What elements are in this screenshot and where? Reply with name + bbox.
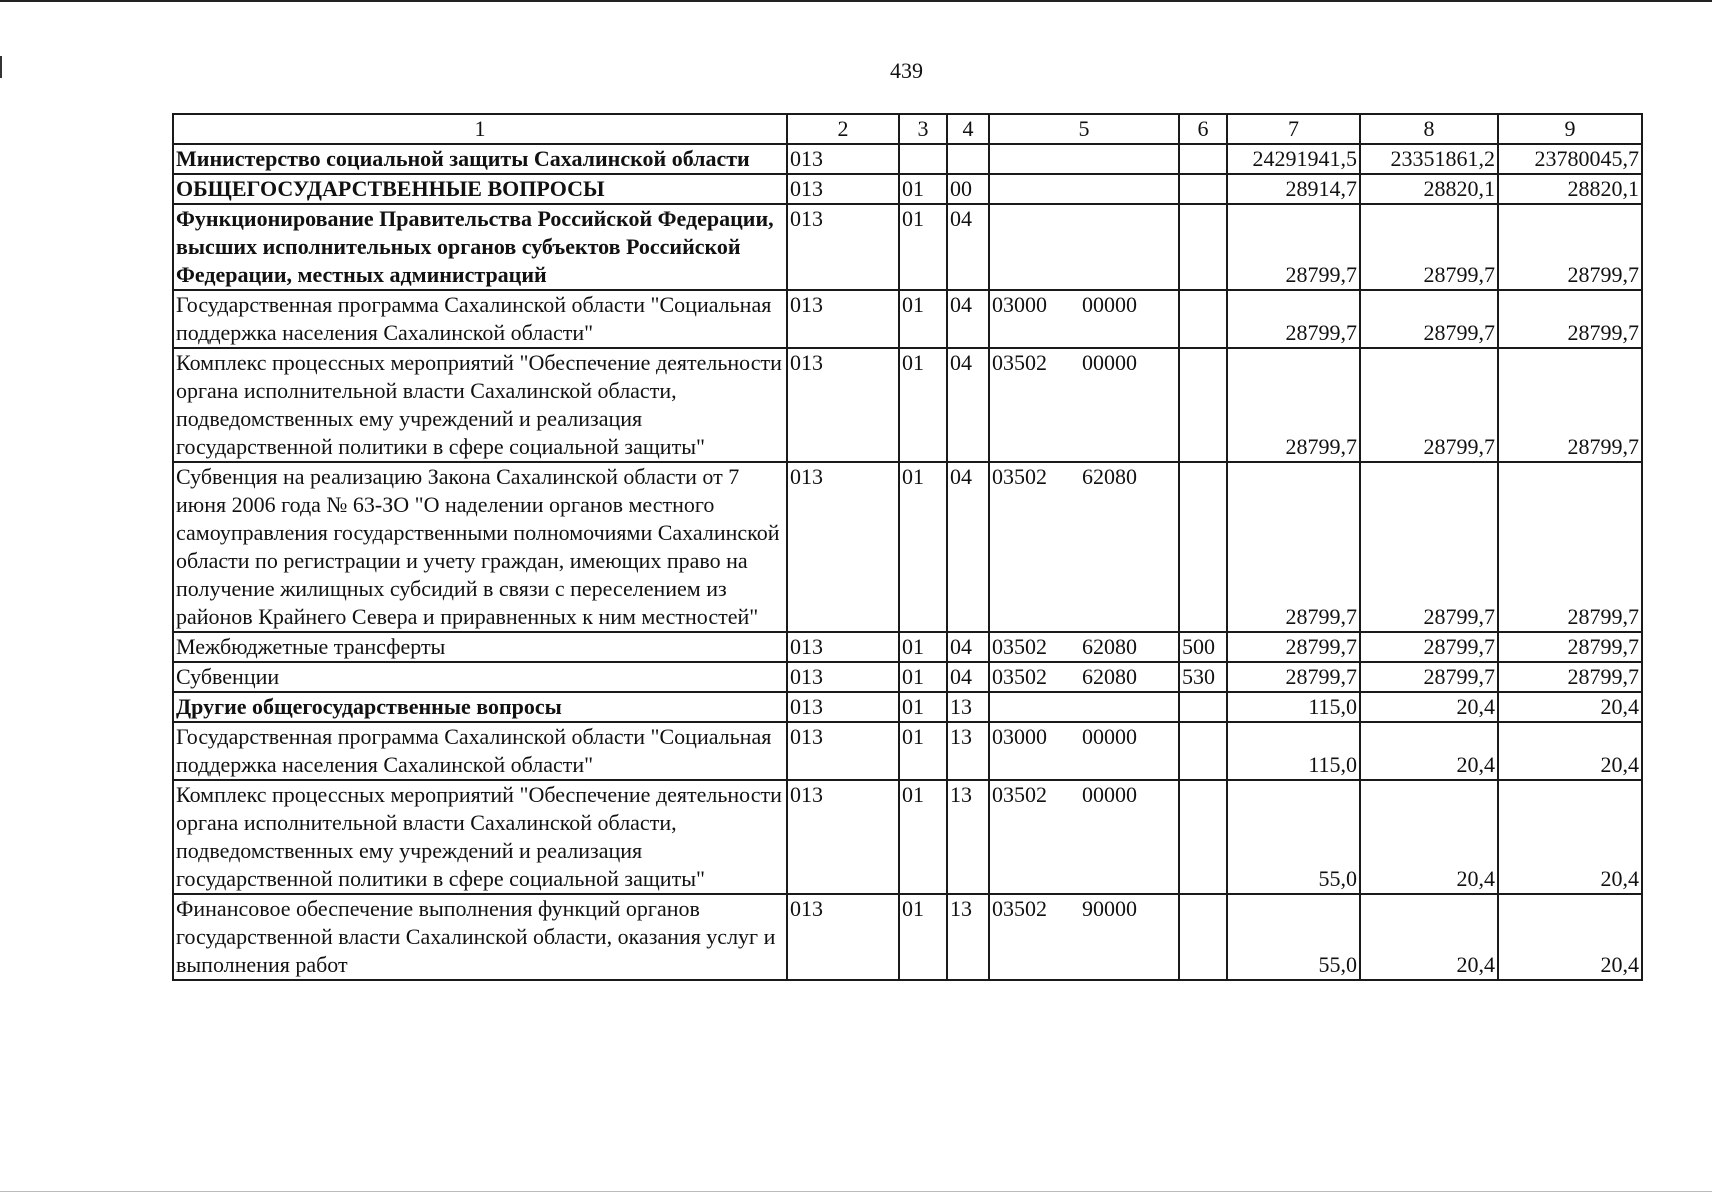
amount-year3-cell: 20,4 bbox=[1498, 894, 1642, 980]
amount-year2-cell: 28799,7 bbox=[1360, 348, 1498, 462]
column-header: 5 bbox=[989, 114, 1179, 144]
section-code-cell: 01 bbox=[899, 204, 947, 290]
subsection-code-cell: 04 bbox=[947, 204, 989, 290]
budget-table bbox=[172, 113, 1643, 981]
subsection-code-cell: 04 bbox=[947, 662, 989, 692]
amount-year1-cell: 115,0 bbox=[1227, 722, 1360, 780]
target-article-direction: 90000 bbox=[1082, 896, 1137, 921]
section-code-cell: 01 bbox=[899, 780, 947, 894]
target-article-program: 03502 bbox=[992, 350, 1047, 375]
table-row bbox=[173, 204, 1642, 290]
column-header: 7 bbox=[1227, 114, 1360, 144]
target-article-program: 03502 bbox=[992, 782, 1047, 807]
column-header: 1 bbox=[173, 114, 787, 144]
table-row bbox=[173, 662, 1642, 692]
amount-year1-cell: 28799,7 bbox=[1227, 348, 1360, 462]
target-article-program: 03000 bbox=[992, 292, 1047, 317]
subsection-code-cell: 04 bbox=[947, 348, 989, 462]
expense-type-cell bbox=[1179, 780, 1227, 894]
section-code-cell: 01 bbox=[899, 692, 947, 722]
ministry-code-cell: 013 bbox=[787, 692, 899, 722]
section-code-cell: 01 bbox=[899, 894, 947, 980]
table-row bbox=[173, 632, 1642, 662]
amount-year3-cell: 28799,7 bbox=[1498, 462, 1642, 632]
ministry-code-cell: 013 bbox=[787, 662, 899, 692]
amount-year2-cell: 28820,1 bbox=[1360, 174, 1498, 204]
table-row bbox=[173, 348, 1642, 462]
expense-type-cell bbox=[1179, 692, 1227, 722]
target-article-direction: 62080 bbox=[1082, 634, 1137, 659]
amount-year1-cell: 28799,7 bbox=[1227, 290, 1360, 348]
amount-year2-cell: 20,4 bbox=[1360, 894, 1498, 980]
column-header: 6 bbox=[1179, 114, 1227, 144]
amount-year2-cell: 20,4 bbox=[1360, 722, 1498, 780]
amount-year3-cell: 28799,7 bbox=[1498, 348, 1642, 462]
row-name-cell: Государственная программа Сахалинской области "Социальная поддержка населения Сахалинской области" bbox=[173, 722, 787, 780]
amount-year2-cell: 28799,7 bbox=[1360, 290, 1498, 348]
target-article-cell bbox=[989, 894, 1179, 980]
amount-year3-cell: 28799,7 bbox=[1498, 632, 1642, 662]
row-name-cell: Межбюджетные трансферты bbox=[173, 632, 787, 662]
expense-type-cell bbox=[1179, 894, 1227, 980]
target-article-program: 03502 bbox=[992, 634, 1047, 659]
amount-year2-cell: 23351861,2 bbox=[1360, 144, 1498, 174]
column-header: 2 bbox=[787, 114, 899, 144]
table-row bbox=[173, 174, 1642, 204]
section-code-cell: 01 bbox=[899, 632, 947, 662]
section-code-cell: 01 bbox=[899, 174, 947, 204]
target-article-program: 03502 bbox=[992, 896, 1047, 921]
amount-year1-cell: 28799,7 bbox=[1227, 632, 1360, 662]
amount-year3-cell: 28799,7 bbox=[1498, 290, 1642, 348]
subsection-code-cell: 04 bbox=[947, 290, 989, 348]
ministry-code-cell: 013 bbox=[787, 348, 899, 462]
amount-year1-cell: 28799,7 bbox=[1227, 662, 1360, 692]
target-article-cell bbox=[989, 722, 1179, 780]
target-article-cell bbox=[989, 204, 1179, 290]
amount-year1-cell: 24291941,5 bbox=[1227, 144, 1360, 174]
row-name-cell: Субвенция на реализацию Закона Сахалинской области от 7 июня 2006 года № 63-ЗО "О наделении органов местного самоуправления государственными полномочиями Сахалинской области по регистрации и учету граждан, имеющих право на получение жилищных субсидий в связи с переселением из районов Крайнего Севера и приравненных к ним местностей" bbox=[173, 462, 787, 632]
target-article-cell bbox=[989, 174, 1179, 204]
target-article-program: 03502 bbox=[992, 464, 1047, 489]
amount-year3-cell: 28820,1 bbox=[1498, 174, 1642, 204]
amount-year2-cell: 28799,7 bbox=[1360, 662, 1498, 692]
table-row bbox=[173, 780, 1642, 894]
amount-year1-cell: 28799,7 bbox=[1227, 462, 1360, 632]
target-article-cell bbox=[989, 290, 1179, 348]
target-article-program: 03502 bbox=[992, 664, 1047, 689]
scan-margin-mark bbox=[0, 56, 2, 78]
amount-year1-cell: 28914,7 bbox=[1227, 174, 1360, 204]
target-article-cell bbox=[989, 144, 1179, 174]
target-article-direction: 00000 bbox=[1082, 782, 1137, 807]
ministry-code-cell: 013 bbox=[787, 290, 899, 348]
target-article-cell bbox=[989, 462, 1179, 632]
table-row bbox=[173, 462, 1642, 632]
bottom-border-line bbox=[0, 1191, 1712, 1192]
section-code-cell: 01 bbox=[899, 290, 947, 348]
expense-type-cell: 530 bbox=[1179, 662, 1227, 692]
amount-year2-cell: 28799,7 bbox=[1360, 632, 1498, 662]
amount-year2-cell: 28799,7 bbox=[1360, 462, 1498, 632]
amount-year1-cell: 28799,7 bbox=[1227, 204, 1360, 290]
subsection-code-cell: 04 bbox=[947, 462, 989, 632]
subsection-code-cell: 13 bbox=[947, 894, 989, 980]
row-name-cell: Субвенции bbox=[173, 662, 787, 692]
expense-type-cell bbox=[1179, 204, 1227, 290]
section-code-cell: 01 bbox=[899, 462, 947, 632]
amount-year1-cell: 55,0 bbox=[1227, 894, 1360, 980]
ministry-code-cell: 013 bbox=[787, 174, 899, 204]
section-code-cell bbox=[899, 144, 947, 174]
table-row bbox=[173, 722, 1642, 780]
ministry-code-cell: 013 bbox=[787, 462, 899, 632]
section-code-cell: 01 bbox=[899, 662, 947, 692]
subsection-code-cell: 13 bbox=[947, 780, 989, 894]
expense-type-cell bbox=[1179, 174, 1227, 204]
ministry-code-cell: 013 bbox=[787, 204, 899, 290]
table-row bbox=[173, 692, 1642, 722]
expense-type-cell bbox=[1179, 348, 1227, 462]
ministry-code-cell: 013 bbox=[787, 632, 899, 662]
target-article-direction: 62080 bbox=[1082, 664, 1137, 689]
amount-year2-cell: 28799,7 bbox=[1360, 204, 1498, 290]
target-article-cell bbox=[989, 348, 1179, 462]
target-article-direction: 00000 bbox=[1082, 292, 1137, 317]
subsection-code-cell: 13 bbox=[947, 692, 989, 722]
section-code-cell: 01 bbox=[899, 722, 947, 780]
expense-type-cell bbox=[1179, 722, 1227, 780]
subsection-code-cell: 04 bbox=[947, 632, 989, 662]
subsection-code-cell: 00 bbox=[947, 174, 989, 204]
expense-type-cell bbox=[1179, 144, 1227, 174]
section-code-cell: 01 bbox=[899, 348, 947, 462]
row-name-cell: Государственная программа Сахалинской области "Социальная поддержка населения Сахалинской области" bbox=[173, 290, 787, 348]
row-name-cell: Финансовое обеспечение выполнения функций органов государственной власти Сахалинской области, оказания услуг и выполнения работ bbox=[173, 894, 787, 980]
ministry-code-cell: 013 bbox=[787, 894, 899, 980]
target-article-cell bbox=[989, 692, 1179, 722]
header-row bbox=[173, 114, 1642, 144]
expense-type-cell: 500 bbox=[1179, 632, 1227, 662]
amount-year3-cell: 28799,7 bbox=[1498, 204, 1642, 290]
row-name-cell: Комплекс процессных мероприятий "Обеспечение деятельности органа исполнительной власти Сахалинской области, подведомственных ему учреждений и реализация государственной политики в сфере социальной защиты" bbox=[173, 780, 787, 894]
table-row bbox=[173, 144, 1642, 174]
amount-year2-cell: 20,4 bbox=[1360, 692, 1498, 722]
expense-type-cell bbox=[1179, 462, 1227, 632]
amount-year3-cell: 28799,7 bbox=[1498, 662, 1642, 692]
amount-year1-cell: 55,0 bbox=[1227, 780, 1360, 894]
row-name-cell: Функционирование Правительства Российской Федерации, высших исполнительных органов субъектов Российской Федерации, местных администраций bbox=[173, 204, 787, 290]
page-number: 439 bbox=[890, 58, 923, 83]
target-article-cell bbox=[989, 662, 1179, 692]
column-header: 4 bbox=[947, 114, 989, 144]
row-name-cell: ОБЩЕГОСУДАРСТВЕННЫЕ ВОПРОСЫ bbox=[173, 174, 787, 204]
amount-year3-cell: 23780045,7 bbox=[1498, 144, 1642, 174]
amount-year1-cell: 115,0 bbox=[1227, 692, 1360, 722]
ministry-code-cell: 013 bbox=[787, 780, 899, 894]
table-row bbox=[173, 894, 1642, 980]
expense-type-cell bbox=[1179, 290, 1227, 348]
target-article-direction: 62080 bbox=[1082, 464, 1137, 489]
subsection-code-cell: 13 bbox=[947, 722, 989, 780]
column-header: 3 bbox=[899, 114, 947, 144]
column-header: 8 bbox=[1360, 114, 1498, 144]
column-header: 9 bbox=[1498, 114, 1642, 144]
target-article-cell bbox=[989, 632, 1179, 662]
target-article-direction: 00000 bbox=[1082, 724, 1137, 749]
amount-year3-cell: 20,4 bbox=[1498, 780, 1642, 894]
target-article-cell bbox=[989, 780, 1179, 894]
target-article-program: 03000 bbox=[992, 724, 1047, 749]
row-name-cell: Министерство социальной защиты Сахалинской области bbox=[173, 144, 787, 174]
ministry-code-cell: 013 bbox=[787, 144, 899, 174]
amount-year2-cell: 20,4 bbox=[1360, 780, 1498, 894]
ministry-code-cell: 013 bbox=[787, 722, 899, 780]
table-row bbox=[173, 290, 1642, 348]
top-border-line bbox=[0, 0, 1712, 2]
subsection-code-cell bbox=[947, 144, 989, 174]
amount-year3-cell: 20,4 bbox=[1498, 722, 1642, 780]
target-article-direction: 00000 bbox=[1082, 350, 1137, 375]
row-name-cell: Комплекс процессных мероприятий "Обеспечение деятельности органа исполнительной власти Сахалинской области, подведомственных ему учреждений и реализация государственной политики в сфере социальной защиты" bbox=[173, 348, 787, 462]
amount-year3-cell: 20,4 bbox=[1498, 692, 1642, 722]
row-name-cell: Другие общегосударственные вопросы bbox=[173, 692, 787, 722]
